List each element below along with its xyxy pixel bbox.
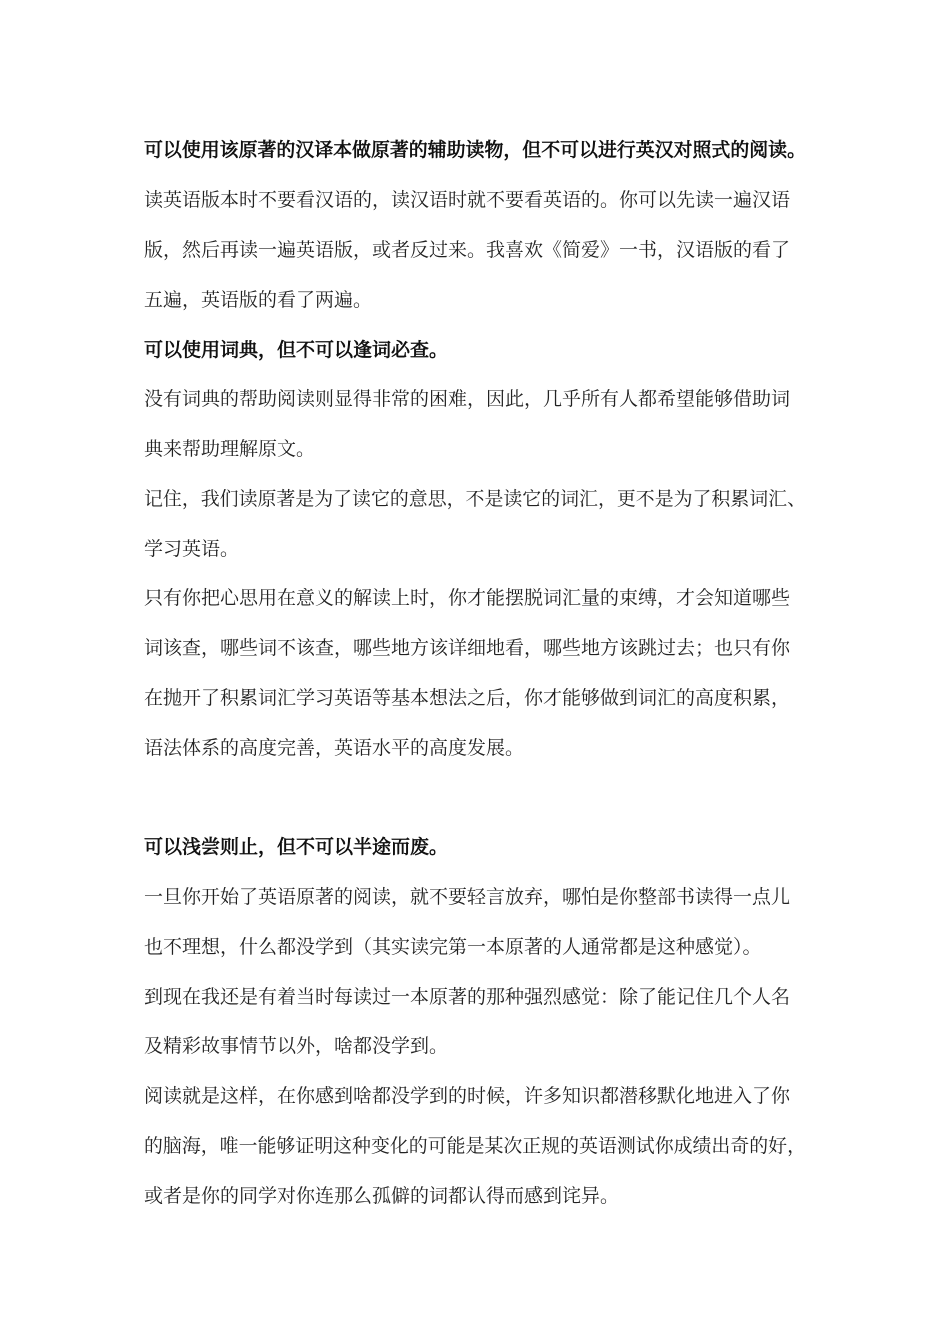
paragraph-line: 也不理想，什么都没学到（其实读完第一本原著的人通常都是这种感觉）。 [144,936,762,958]
paragraph-line: 或者是你的同学对你连那么孤僻的词都认得而感到诧异。 [144,1185,620,1207]
paragraph-line: 的脑海，唯一能够证明这种变化的可能是某次正规的英语测试你成绩出奇的好， [144,1135,807,1157]
paragraph-line: 版，然后再读一遍英语版，或者反过来。我喜欢《简爱》一书，汉语版的看了 [144,239,791,261]
paragraph-line: 典来帮助理解原文。 [144,438,316,460]
paragraph-line: 到现在我还是有着当时每读过一本原著的那种强烈感觉：除了能记住几个人名 [144,986,791,1008]
paragraph-line: 读英语版本时不要看汉语的，读汉语时就不要看英语的。你可以先读一遍汉语 [144,189,791,211]
paragraph-line: 记住，我们读原著是为了读它的意思，不是读它的词汇，更不是为了积累词汇、 [144,488,807,510]
paragraph-line: 语法体系的高度完善，英语水平的高度发展。 [144,737,525,759]
paragraph-line: 在抛开了积累词汇学习英语等基本想法之后，你才能够做到词汇的高度积累， [144,687,791,709]
section-heading-persistence: 可以浅尝则止，但不可以半途而废。 [144,836,449,858]
paragraph-line: 词该查，哪些词不该查，哪些地方该详细地看，哪些地方该跳过去；也只有你 [144,637,791,659]
paragraph-line: 没有词典的帮助阅读则显得非常的困难，因此，几乎所有人都希望能够借助词 [144,388,791,410]
paragraph-line: 一旦你开始了英语原著的阅读，就不要轻言放弃，哪怕是你整部书读得一点儿 [144,886,791,908]
paragraph-line: 及精彩故事情节以外，啥都没学到。 [144,1035,449,1057]
section-heading-dictionary: 可以使用词典，但不可以逢词必查。 [144,339,449,361]
paragraph-line: 学习英语。 [144,538,240,560]
paragraph-line: 阅读就是这样，在你感到啥都没学到的时候，许多知识都潜移默化地进入了你 [144,1085,791,1107]
section-heading-translation: 可以使用该原著的汉译本做原著的辅助读物，但不可以进行英汉对照式的阅读。 [144,139,807,161]
paragraph-line: 五遍，英语版的看了两遍。 [144,289,373,311]
paragraph-line: 只有你把心思用在意义的解读上时，你才能摆脱词汇量的束缚，才会知道哪些 [144,587,791,609]
